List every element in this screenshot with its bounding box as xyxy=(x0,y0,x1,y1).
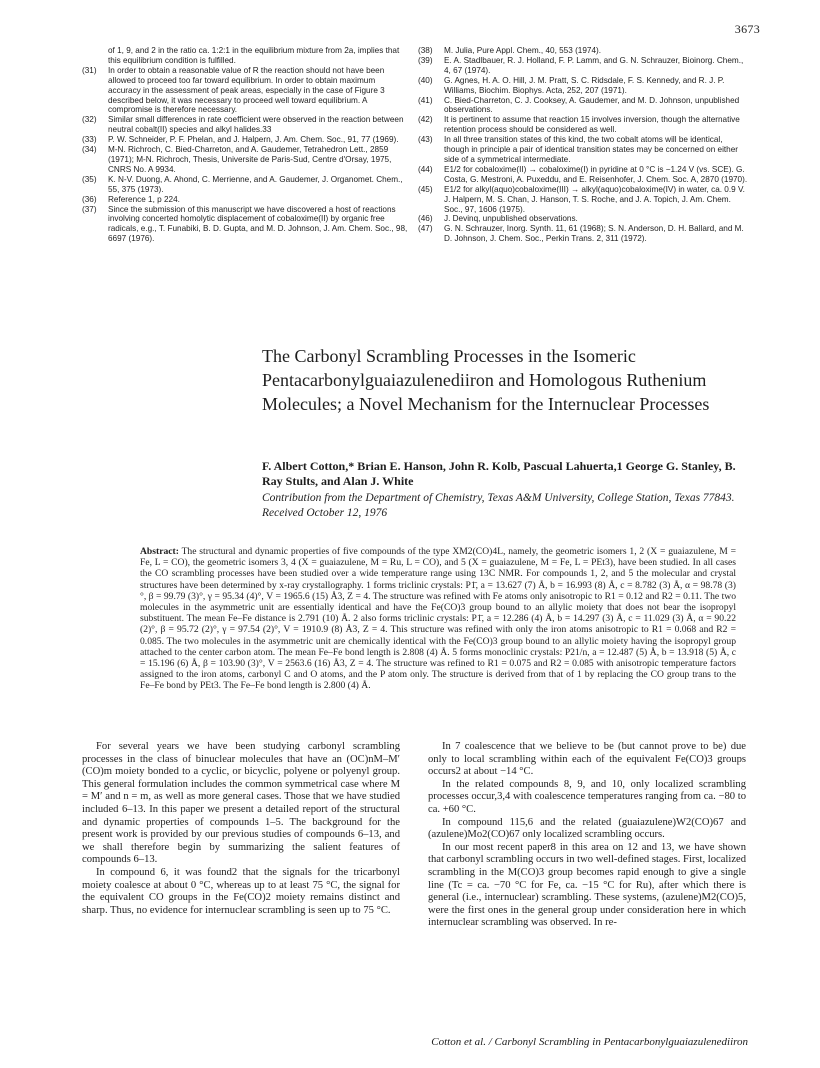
reference-number: (44) xyxy=(418,164,433,174)
reference-number: (35) xyxy=(82,174,97,184)
reference-text: M-N. Richroch, C. Bied-Charreton, and A. Gaudemer, Tetrahedron Lett., 2859 (1971); M-N. Richroch, Thesis, Universite de Paris-Sud, Centre d'Orsay, 1975, CNRS No. A 9934. xyxy=(108,145,392,174)
reference-item xyxy=(82,66,408,116)
reference-text: In all three transition states of this kind, the two cobalt atoms will be identical, though in principle a pair of identical transition states may be concerned on either side of a symmetrical intermediate. xyxy=(444,135,739,164)
reference-number: (47) xyxy=(418,224,433,234)
reference-text: In order to obtain a reasonable value of R the reaction should not have been allowed to proceed too far toward equilibrium. In order to obtain maximum accuracy in the assessment of peak areas, especially in the case of Figure 3 described below, it was necessary to proceed well toward equilibrium. A compromise is therefore necessary. xyxy=(108,65,385,115)
reference-text: E. A. Stadlbauer, R. J. Holland, F. P. Lamm, and G. N. Schrauzer, Bioinorg. Chem., 4, 67 (1974). xyxy=(444,55,744,75)
body-paragraph: In 7 coalescence that we believe to be (but cannot prove to be) due only to local scrambling within each of the equivalent Fe(CO)3 groups occurs2 at about −14 °C. xyxy=(428,741,746,778)
reference-item xyxy=(418,115,748,135)
body-paragraph: For several years we have been studying carbonyl scrambling processes in the class of binuclear molecules that have an (OC)nM–M′(CO)m moiety bonded to a cyclic, or bicyclic, polyene or polyenyl group. This general formulation includes the common symmetrical case where M = M′ and n = m, as well as more general cases. Those that we have studied included 6–13. In this paper we present a detailed report of the structural and dynamic properties of compounds 1–5. The background for the present work is provided by our previous studies of compounds 6–13, and we shall therefore begin by summarizing the salient features of compounds 6–13. xyxy=(82,741,400,866)
body-paragraph: In our most recent paper8 in this area on 12 and 13, we have shown that carbonyl scrambling occurs in two well-defined stages. First, localized scrambling in the M(CO)3 group becomes rapid enough to give a single line (Tc = ca. −70 °C for Fe, ca. −15 °C for Ru), after which there is general (i.e., internuclear) scrambling. These systems, (azulene)M2(CO)5, were the first ones in the general group under consideration here in which internuclear scrambling was observed. In re- xyxy=(428,841,747,929)
reference-item xyxy=(418,214,748,224)
reference-item xyxy=(82,115,408,135)
body-paragraph: In compound 115,6 and the related (guaiazulene)W2(CO)67 and (azulene)Mo2(CO)67 only localized scrambling occurs. xyxy=(428,816,746,841)
reference-text: Similar small differences in rate coefficient were observed in the reaction between neutral cobalt(II) species and alkyl halides.33 xyxy=(108,115,404,135)
reference-text: G. N. Schrauzer, Inorg. Synth. 11, 61 (1968); S. N. Anderson, D. H. Ballard, and M. D. Johnson, J. Chem. Soc., Perkin Trans. 2, 311 (1972). xyxy=(444,224,744,244)
reference-number: (34) xyxy=(82,145,97,155)
reference-item xyxy=(418,76,748,96)
body-paragraph: In the related compounds 8, 9, and 10, only localized scrambling processes occur,3,4 with coalescence temperatures ranging from ca. −80 to ca. +60 °C. xyxy=(428,778,746,815)
reference-number: (33) xyxy=(82,135,97,145)
reference-number: (32) xyxy=(82,115,97,125)
abstract xyxy=(140,546,736,692)
reference-number: (37) xyxy=(82,204,97,214)
reference-text: It is pertinent to assume that reaction 15 involves inversion, though the alternative retention process should be considered as well. xyxy=(444,115,740,135)
reference-item xyxy=(82,205,408,245)
reference-item xyxy=(82,135,408,145)
references-left-column xyxy=(82,46,408,244)
running-footer: Cotton et al. / Carbonyl Scrambling in Pentacarbonylguaiazulenediiron xyxy=(431,1036,748,1048)
reference-number: (43) xyxy=(418,135,433,145)
reference-number: (46) xyxy=(418,214,433,224)
reference-number: (36) xyxy=(82,194,97,204)
reference-item xyxy=(82,175,408,195)
body-right-column xyxy=(428,741,746,930)
reference-text: C. Bied-Charreton, C. J. Cooksey, A. Gaudemer, and M. D. Johnson, unpublished observations. xyxy=(444,95,740,115)
reference-item xyxy=(418,165,748,185)
reference-text: P. W. Schneider, P. F. Phelan, and J. Halpern, J. Am. Chem. Soc., 91, 77 (1969). xyxy=(108,135,399,145)
reference-number: (42) xyxy=(418,115,433,125)
abstract-label: Abstract: xyxy=(140,546,179,557)
reference-item xyxy=(418,56,748,76)
author-list: F. Albert Cotton,* Brian E. Hanson, John R. Kolb, Pascual Lahuerta,1 George G. Stanley, B. Ray Stults, and Alan J. White xyxy=(262,459,736,488)
reference-number: (38) xyxy=(418,46,433,55)
reference-item xyxy=(82,46,408,66)
reference-text: M. Julia, Pure Appl. Chem., 40, 553 (1974). xyxy=(444,46,602,55)
reference-item xyxy=(82,145,408,175)
reference-item xyxy=(418,135,748,165)
reference-item xyxy=(82,195,408,205)
reference-item xyxy=(418,224,748,244)
reference-text: J. Devinq, unpublished observations. xyxy=(444,214,578,224)
body-left-column xyxy=(82,741,400,917)
reference-number: (39) xyxy=(418,55,433,65)
reference-number: (31) xyxy=(82,65,97,75)
reference-text: G. Agnes, H. A. O. Hill, J. M. Pratt, S. C. Ridsdale, F. S. Kennedy, and R. J. P. Williams, Biochim. Biophys. Acta, 252, 207 (1971). xyxy=(444,75,725,95)
reference-text: K. N-V. Duong, A. Ahond, C. Merrienne, and A. Gaudemer, J. Organomet. Chem., 55, 375 (1973). xyxy=(108,174,403,194)
page-number: 3673 xyxy=(734,22,760,36)
reference-number: (45) xyxy=(418,184,433,194)
abstract-text: The structural and dynamic properties of five compounds of the type XM2(CO)4L, namely, the geometric isomers 1, 2 (X = guaiazulene, M = Fe, L = CO), the geometric isomers 3, 4 (X = guaiazulene, M = Ru, L = CO), and 5 (X = guaiazulene, M = Fe, L = PEt3), have been studied. In all cases the CO scrambling processes have been studied over a wide temperature range using 13C NMR. For compounds 1, 2, and 5 the molecular and crystal structures have been determined by x-ray crystallography. 1 forms triclinic crystals: P1̄, a = 13.627 (7) Å, b = 16.993 (8) Å, c = 8.782 (3) Å, α = 98.78 (3)°, β = 99.79 (3)°, γ = 95.34 (4)°, V = 1965.6 (15) Å3, Z = 4. The structure was refined with Fe atoms only anisotropic to R1 = 0.12 and R2 = 0.11. The two molecules in the asymmetric unit are essentially identical and have the Fe(CO)3 group bound to an allylic moiety that does not bear the isopropyl substituent. The mean Fe–Fe distance is 2.791 (10) Å. 2 also forms triclinic crystals: P1̄, a = 12.286 (4) Å, b = 14.297 (3) Å, c = 11.029 (3) Å, α = 90.22 (2)°, β = 95.72 (2)°, γ = 97.54 (2)°, V = 1910.9 (8) Å3, Z = 4. This structure was refined with only the iron atoms anisotropic to R1 = 0.068 and R2 = 0.085. The two molecules in the asymmetric unit are chemically identical with the Fe(CO)3 group bound to an allylic moiety having the isopropyl group attached to the center carbon atom. The mean Fe–Fe bond length is 2.808 (4) Å. 5 forms monoclinic crystals: P21/n, a = 12.487 (5) Å, b = 13.918 (5) Å, c = 15.196 (6) Å, β = 103.90 (3)°, V = 2563.6 (16) Å3, Z = 4. The structure was refined to R1 = 0.075 and R2 = 0.085 with anisotropic temperature factors assigned to the iron atoms, carbonyl C and O atoms, and the P atom only. The structure is derived from that of 1 by replacing the CO group trans to the Fe–Fe bond by PEt3. The Fe–Fe bond length is 2.800 (4) Å. xyxy=(140,546,736,692)
reference-item xyxy=(418,46,748,56)
body-paragraph: In compound 6, it was found2 that the signals for the tricarbonyl moiety coalesce at about 0 °C, whereas up to at least 75 °C, the signal for the equivalent CO groups in the Fe(CO)2 moiety remains distinct and sharp. Thus, no evidence for internuclear scrambling is seen up to 75 °C. xyxy=(82,866,400,916)
reference-text: E1/2 for alkyl(aquo)cobaloxime(III) → alkyl(aquo)cobaloxime(IV) in water, ca. 0.9 V. J. Halpern, M. S. Chan, J. Hanson, T. S. Roche, and J. A. Topich, J. Am. Chem. Soc., 97, 1606 (1975). xyxy=(444,184,745,214)
reference-item xyxy=(418,185,748,215)
reference-text: Since the submission of this manuscript we have discovered a host of reactions involving concerted homolytic displacement of cobaloxime(II) by organic free radicals, e.g., T. Funabiki, B. D. Gupta, and M. D. Johnson, J. Am. Chem. Soc., 98, 6697 (1976). xyxy=(108,204,408,244)
reference-item xyxy=(418,96,748,116)
article-title: The Carbonyl Scrambling Processes in the Isomeric Pentacarbonylguaiazulenediiron and Homologous Ruthenium Molecules; a Novel Mechanism for the Internuclear Processes xyxy=(262,346,710,414)
reference-number: (41) xyxy=(418,95,433,105)
reference-number xyxy=(82,46,108,66)
reference-text: Reference 1, p 224. xyxy=(108,194,180,204)
reference-text: E1/2 for cobaloxime(II) → cobaloxime(I) in pyridine at 0 °C is −1.24 V (vs. SCE). G. Costa, G. Mestroni, A. Puxeddu, and E. Reisenhofer, J. Chem. Soc. A, 2870 (1970). xyxy=(444,164,748,184)
reference-text: of 1, 9, and 2 in the ratio ca. 1:2:1 in the equilibrium mixture from 2a, implies that this equilibrium condition is fulfilled. xyxy=(108,46,400,65)
reference-number: (40) xyxy=(418,75,433,85)
affiliation: Contribution from the Department of Chemistry, Texas A&M University, College Station, Texas 77843. Received October 12, 1976 xyxy=(262,492,735,519)
references-right-column xyxy=(418,46,748,244)
